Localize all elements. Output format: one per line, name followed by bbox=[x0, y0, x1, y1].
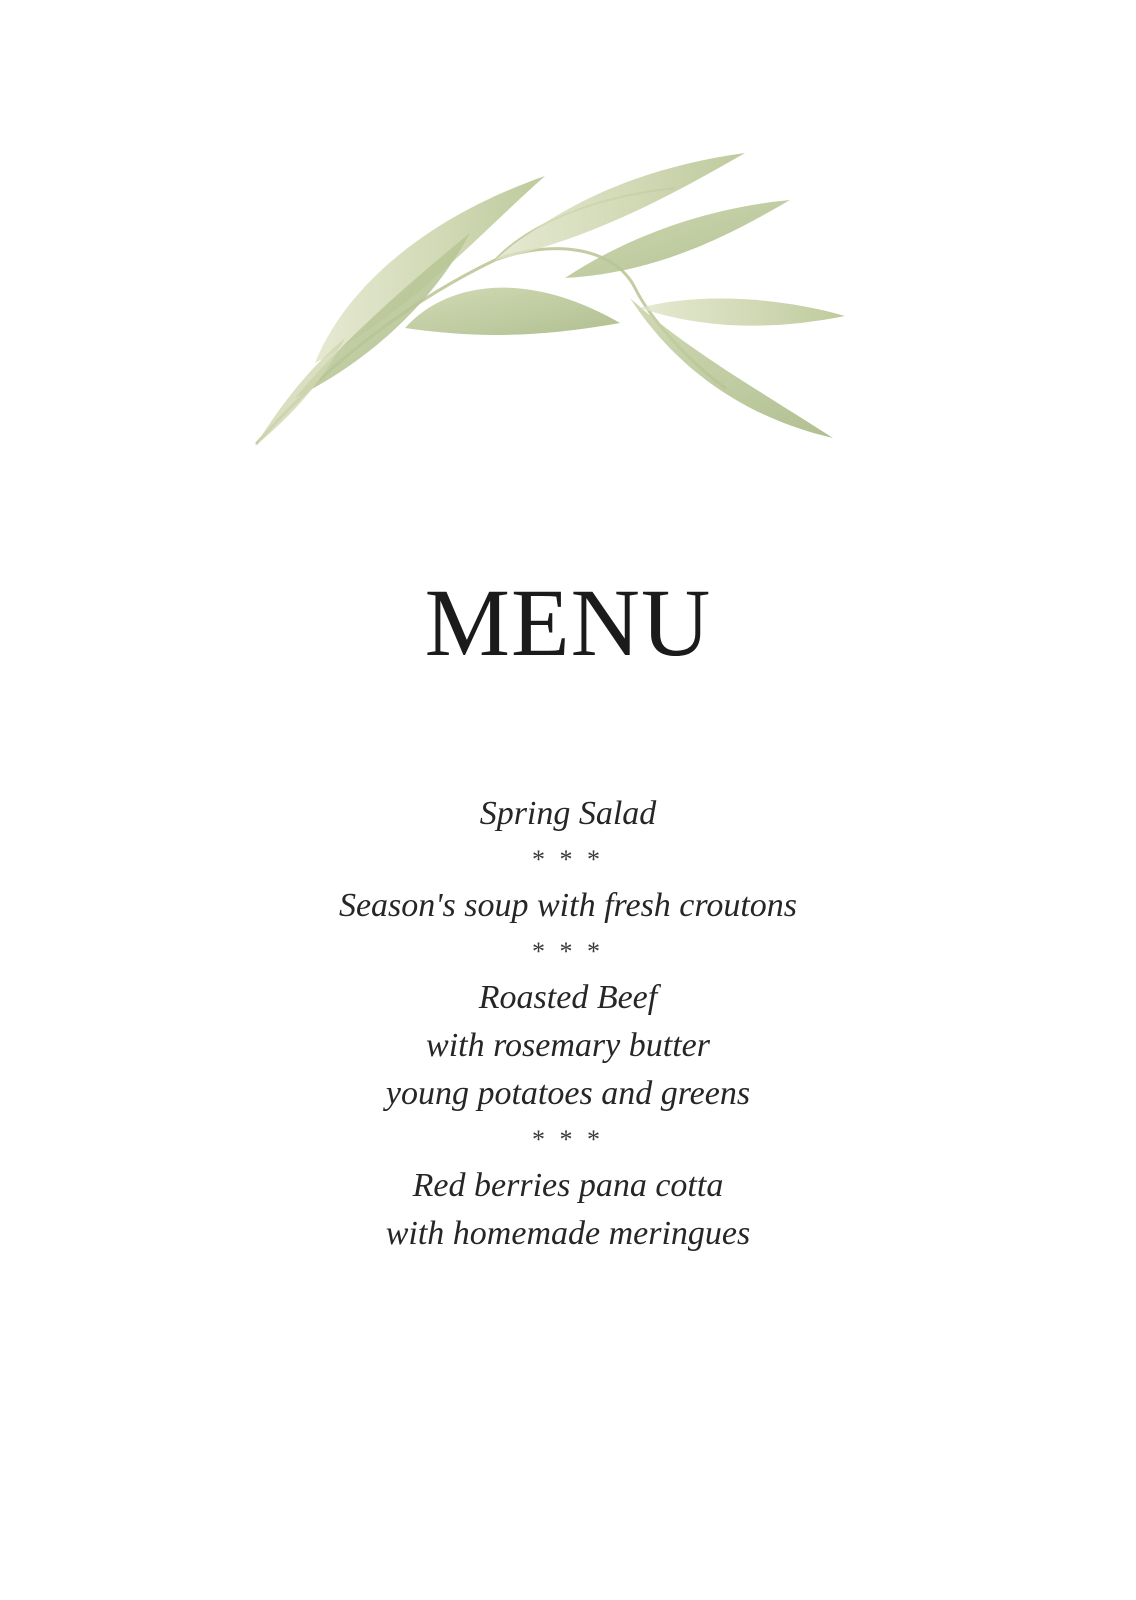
menu-list bbox=[0, 790, 1136, 1258]
course-3-line-1: Roasted Beef bbox=[478, 979, 658, 1016]
olive-branch-icon bbox=[255, 148, 855, 448]
course-divider: * * * bbox=[532, 937, 604, 966]
leaf bbox=[405, 288, 620, 335]
course-4-line-2: with homemade meringues bbox=[385, 1215, 751, 1252]
leaf bbox=[640, 299, 845, 326]
course-divider: * * * bbox=[532, 1125, 604, 1154]
course-3-line-3: young potatoes and greens bbox=[385, 1075, 751, 1112]
course-1-line-1: Spring Salad bbox=[479, 795, 657, 832]
page-title: MENU bbox=[424, 569, 712, 676]
course-3-line-2: with rosemary butter bbox=[426, 1027, 710, 1064]
leaf bbox=[495, 153, 745, 260]
course-4-line-1: Red berries pana cotta bbox=[412, 1167, 724, 1204]
leaf bbox=[255, 338, 345, 446]
course-2-line-1: Season's soup with fresh croutons bbox=[338, 887, 798, 924]
course-divider: * * * bbox=[532, 845, 604, 874]
